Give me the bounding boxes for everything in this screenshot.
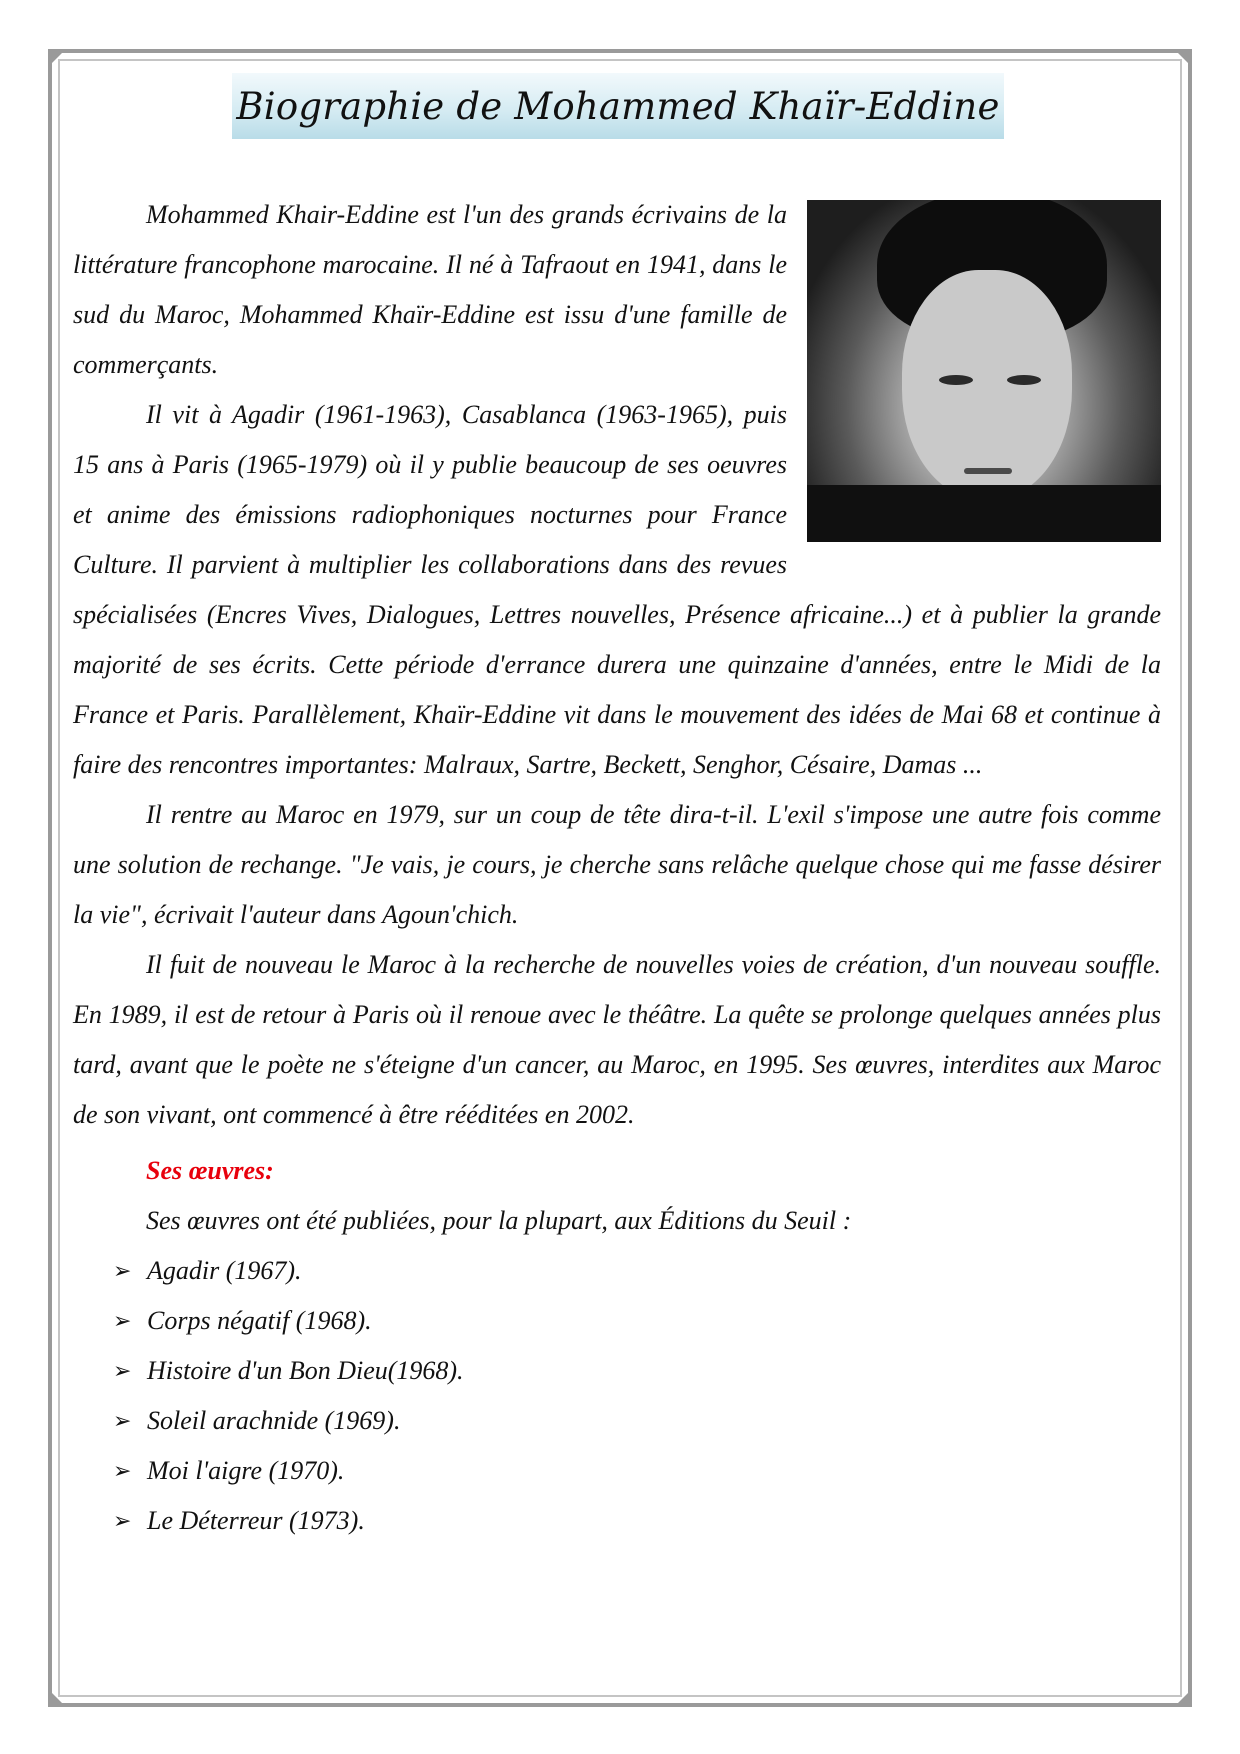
list-item: [73, 1296, 1161, 1346]
works-list: [73, 1246, 1161, 1546]
title-banner: [232, 73, 1004, 139]
works-heading: Ses œuvres:: [146, 1156, 274, 1185]
work-title: Moi l'aigre (1970).: [147, 1456, 345, 1485]
work-title: Histoire d'un Bon Dieu(1968).: [147, 1356, 464, 1385]
corner-ornament-icon: [52, 1693, 62, 1703]
arrow-bullet-icon: ➢: [113, 1408, 132, 1433]
arrow-bullet-icon: ➢: [113, 1358, 132, 1383]
page-title: Biographie de Mohammed Khaïr-Eddine: [236, 84, 1000, 128]
arrow-bullet-icon: ➢: [113, 1308, 132, 1333]
list-item: [73, 1246, 1161, 1296]
work-title: Le Déterreur (1973).: [147, 1506, 365, 1535]
arrow-bullet-icon: ➢: [113, 1258, 132, 1283]
list-item: [73, 1396, 1161, 1446]
arrow-bullet-icon: ➢: [113, 1458, 132, 1483]
biography-paragraph: Il vit à Agadir (1961-1963), Casablanca (1963-1965), puis 15 ans à Paris (1965-1979) où il y publie beaucoup de ses oeuvres et anime des émissions radiophoniques nocturnes pour France Culture. Il parvient à multiplier les collaborations dans des revues spécialisées (Encres Vives, Dialogues, Lettres nouvelles, Présence africaine...) et à publier la grande majorité de ses écrits. Cette période d'errance durera une quinzaine d'années, entre le Midi de la France et Paris. Parallèlement, Khaïr-Eddine vit dans le mouvement des idées de Mai 68 et continue à faire des rencontres importantes: Malraux, Sartre, Beckett, Senghor, Césaire, Damas ...: [73, 400, 1161, 779]
corner-ornament-icon: [52, 53, 62, 63]
author-portrait: [807, 200, 1161, 542]
biography-content: [73, 190, 1161, 1546]
works-intro: Ses œuvres ont été publiées, pour la plupart, aux Éditions du Seuil :: [146, 1206, 852, 1235]
corner-ornament-icon: [1178, 1693, 1188, 1703]
list-item: [73, 1496, 1161, 1546]
corner-ornament-icon: [1178, 53, 1188, 63]
arrow-bullet-icon: ➢: [113, 1508, 132, 1533]
list-item: [73, 1346, 1161, 1396]
work-title: Corps négatif (1968).: [147, 1306, 372, 1335]
biography-paragraph: Il fuit de nouveau le Maroc à la recherche de nouvelles voies de création, d'un nouveau souffle. En 1989, il est de retour à Paris où il renoue avec le théâtre. La quête se prolonge quelques années plus tard, avant que le poète ne s'éteigne d'un cancer, au Maroc, en 1995. Ses œuvres, interdites aux Maroc de son vivant, ont commencé à être rééditées en 2002.: [73, 950, 1161, 1129]
work-title: Agadir (1967).: [147, 1256, 302, 1285]
list-item: [73, 1446, 1161, 1496]
work-title: Soleil arachnide (1969).: [147, 1406, 401, 1435]
biography-paragraph: Il rentre au Maroc en 1979, sur un coup de tête dira-t-il. L'exil s'impose une autre fois comme une solution de rechange. "Je vais, je cours, je cherche sans relâche quelque chose qui me fasse désirer la vie", écrivait l'auteur dans Agoun'chich.: [73, 800, 1161, 929]
biography-paragraph: Mohammed Khair-Eddine est l'un des grands écrivains de la littérature francophone marocaine. Il né à Tafraout en 1941, dans le sud du Maroc, Mohammed Khaïr-Eddine est issu d'une famille de commerçants.: [73, 200, 787, 379]
